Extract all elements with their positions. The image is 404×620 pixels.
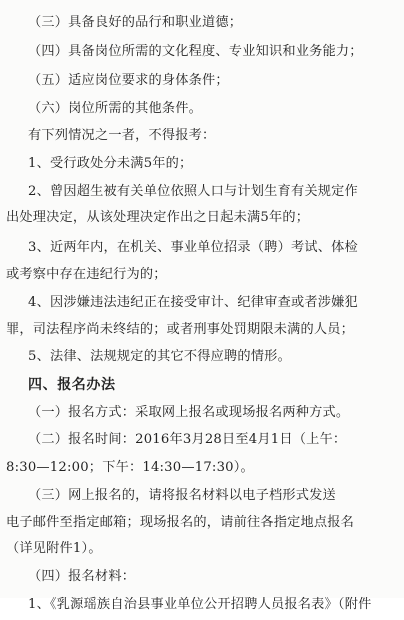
exclusion-item-3-line-1: 3、近两年内，在机关、事业单位招录（聘）考试、体检 <box>28 240 358 255</box>
qualification-item-4: （四）具备岗位所需的文化程度、专业知识和业务能力； <box>28 44 363 59</box>
exclusion-item-4-line-1: 4、因涉嫌违法违纪正在接受审计、纪律审查或者涉嫌犯 <box>28 295 358 310</box>
registration-time-line-2: 8:30—12:00；下午：14:30—17:30）。 <box>6 460 254 475</box>
exclusion-item-1: 1、受行政处分未满5年的； <box>28 156 193 171</box>
exclusion-intro: 有下列情况之一者，不得报考： <box>28 128 216 143</box>
registration-method: （一）报名方式：采取网上报名或现场报名两种方式。 <box>28 405 350 420</box>
exclusion-item-2-line-2: 出处理决定，从该处理决定作出之日起未满5年的； <box>6 210 310 225</box>
exclusion-item-3-line-2: 或考察中存在违纪行为的； <box>6 267 167 282</box>
qualification-item-6: （六）岗位所需的其他条件。 <box>28 101 203 116</box>
exclusion-item-5: 5、法律、法规规定的其它不得应聘的情形。 <box>28 349 291 364</box>
exclusion-item-2-line-1: 2、曾因超生被有关单位依照人口与计划生育有关规定作 <box>28 184 358 199</box>
qualification-item-5: （五）适应岗位要求的身体条件； <box>28 73 229 88</box>
registration-time-line-1: （二）报名时间：2016年3月28日至4月1日（上午： <box>28 432 347 447</box>
section-heading-registration: 四、报名办法 <box>28 377 116 393</box>
materials-heading: （四）报名材料： <box>28 569 136 584</box>
online-registration-line-2: 电子邮件至指定邮箱；现场报名的，请前往各指定地点报名 <box>6 515 355 530</box>
materials-item-1-line-1: 1、《乳源瑶族自治县事业单位公开招聘人员报名表》（附件 <box>28 597 372 612</box>
qualification-item-3: （三）具备良好的品行和职业道德； <box>28 15 243 30</box>
exclusion-item-4-line-2: 罪，司法程序尚未终结的；或者刑事处罚期限未满的人员； <box>6 322 355 337</box>
online-registration-line-3: （详见附件1）。 <box>6 541 102 556</box>
online-registration-line-1: （三）网上报名的，请将报名材料以电子档形式发送 <box>28 488 336 503</box>
